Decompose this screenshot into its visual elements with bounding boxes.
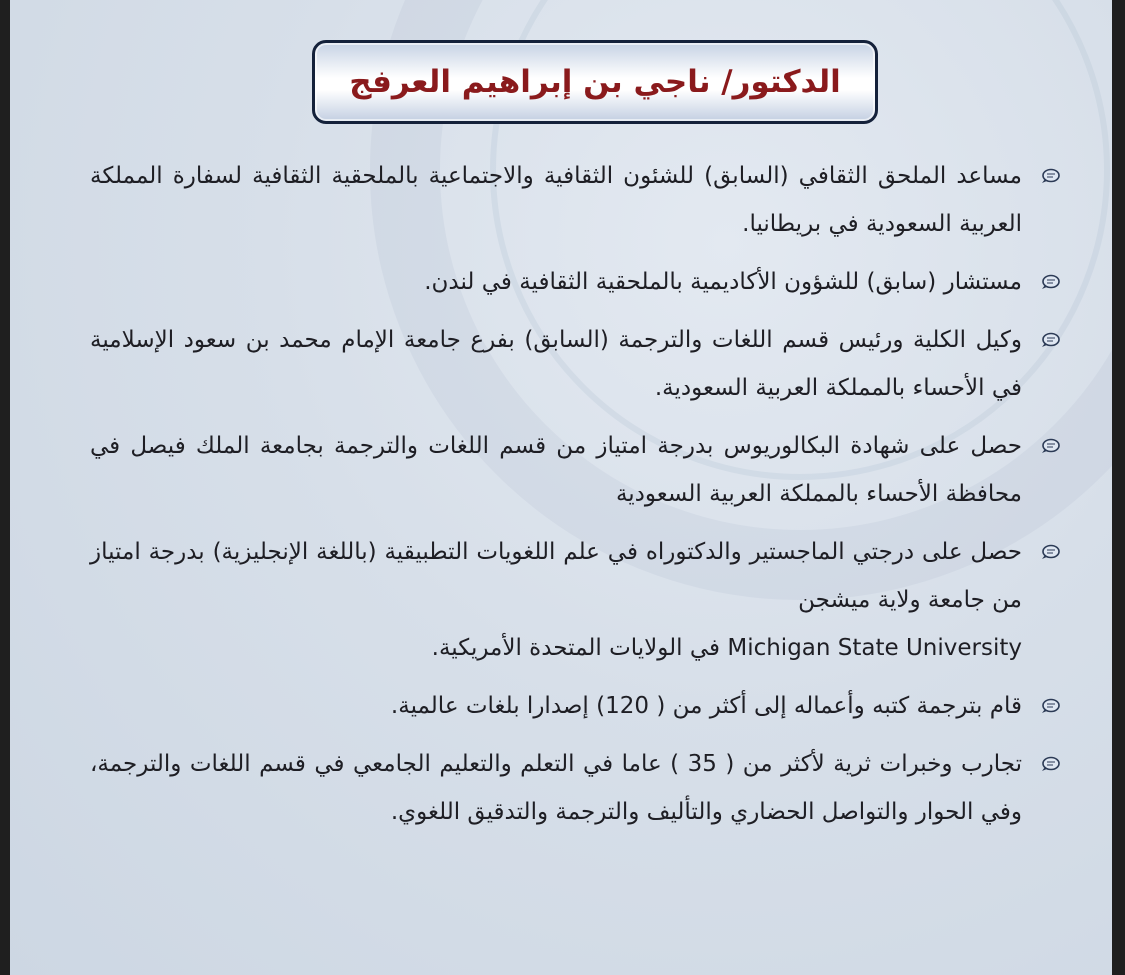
- page: [10, 0, 1112, 975]
- list-item-text: وكيل الكلية ورئيس قسم اللغات والترجمة (السابق) بفرع جامعة الإمام محمد بن سعود الإسلامية في الأحساء بالمملكة العربية السعودية.: [90, 327, 1022, 401]
- list-item-text: مستشار (سابق) للشؤون الأكاديمية بالملحقية الثقافية في لندن.: [424, 269, 1022, 295]
- bio-list: [90, 152, 1060, 846]
- list-item-text: تجارب وخبرات ثرية لأكثر من ( 35 ) عاما في التعلم والتعليم الجامعي في قسم اللغات والترجمة، وفي الحوار والتواصل الحضاري والتأليف والترجمة والتدقيق اللغوي.: [90, 751, 1023, 825]
- speech-bubble-icon: [1040, 332, 1060, 348]
- speech-bubble-icon: [1040, 756, 1060, 772]
- speech-bubble-icon: [1040, 274, 1060, 290]
- list-item: [90, 740, 1060, 836]
- list-item-text: قام بترجمة كتبه وأعماله إلى أكثر من ( 120) إصدارا بلغات عالمية.: [390, 693, 1022, 719]
- list-item-text-after: في الولايات المتحدة الأمريكية.: [431, 635, 721, 661]
- title-banner: [312, 40, 878, 124]
- list-item: [90, 528, 1060, 672]
- list-item: [90, 152, 1060, 248]
- speech-bubble-icon: [1040, 544, 1060, 560]
- list-item: [90, 422, 1060, 518]
- list-item-text: حصل على درجتي الماجستير والدكتوراه في علم اللغويات التطبيقية (باللغة الإنجليزية) بدرجة امتياز من جامعة ولاية ميشجن: [90, 539, 1022, 613]
- speech-bubble-icon: [1040, 438, 1060, 454]
- list-item-text: حصل على شهادة البكالوريوس بدرجة امتياز من قسم اللغات والترجمة بجامعة الملك فيصل في محافظة الأحساء بالمملكة العربية السعودية: [90, 433, 1022, 507]
- speech-bubble-icon: [1040, 168, 1060, 184]
- list-item-text: مساعد الملحق الثقافي (السابق) للشئون الثقافية والاجتماعية بالملحقية الثقافية لسفارة المملكة العربية السعودية في بريطانيا.: [90, 163, 1022, 237]
- university-name-en: Michigan State University: [727, 635, 1022, 661]
- speech-bubble-icon: [1040, 698, 1060, 714]
- list-item: [90, 682, 1060, 730]
- list-item: [90, 316, 1060, 412]
- page-title: الدكتور/ ناجي بن إبراهيم العرفج: [349, 64, 841, 100]
- list-item: [90, 258, 1060, 306]
